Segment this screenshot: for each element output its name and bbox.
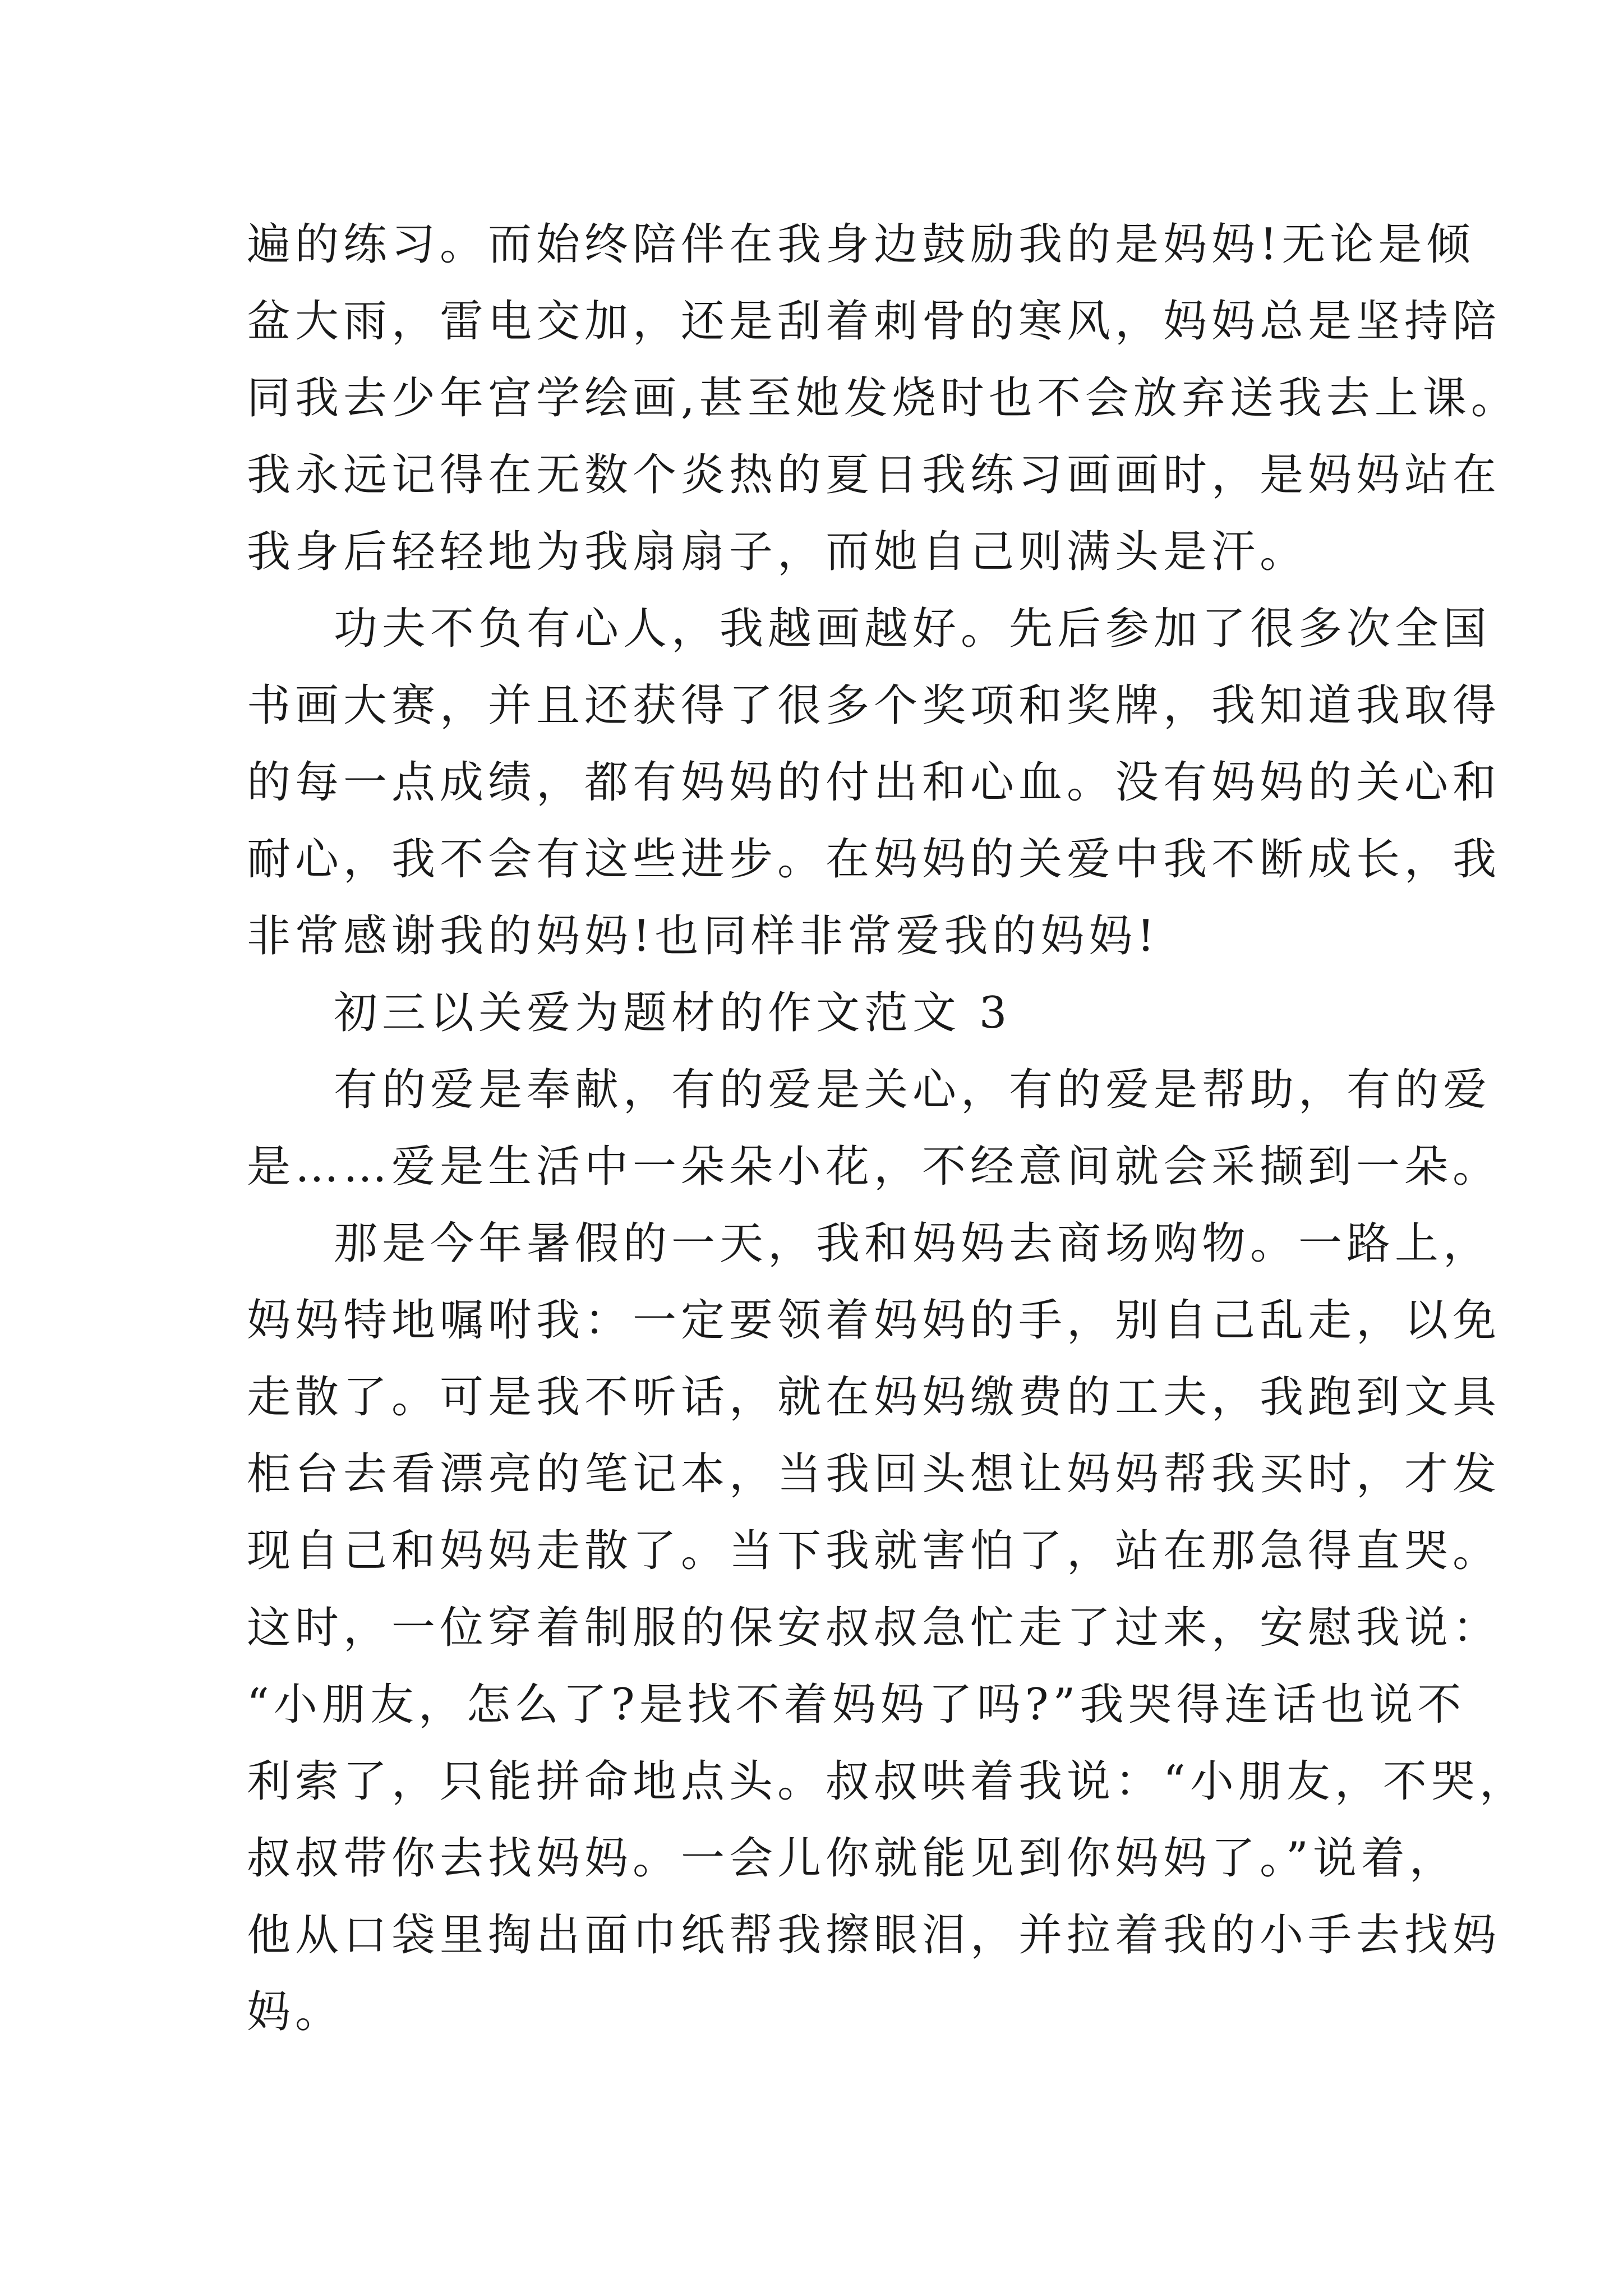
text-line: 的每一点成绩，都有妈妈的付出和心血。没有妈妈的关心和 — [247, 757, 1501, 808]
text-line: 利索了，只能拼命地点头。叔叔哄着我说：“小朋友，不哭， — [247, 1756, 1528, 1807]
text-line: 遍的练习。而始终陪伴在我身边鼓励我的是妈妈!无论是倾 — [247, 219, 1475, 270]
text-line: 他从口袋里掏出面巾纸帮我擦眼泪，并拉着我的小手去找妈 — [247, 1910, 1501, 1961]
text-line: 耐心，我不会有这些进步。在妈妈的关爱中我不断成长，我 — [247, 834, 1501, 885]
text-line: 盆大雨，雷电交加，还是刮着刺骨的寒风，妈妈总是坚持陪 — [247, 296, 1501, 347]
text-line: 我永远记得在无数个炎热的夏日我练习画画时，是妈妈站在 — [247, 450, 1501, 500]
paragraph-start-line: 有的爱是奉献，有的爱是关心，有的爱是帮助，有的爱 — [334, 1065, 1492, 1115]
text-line: 同我去少年宫学绘画,甚至她发烧时也不会放弃送我去上课。 — [247, 373, 1519, 424]
text-line: 我身后轻轻地为我扇扇子，而她自己则满头是汗。 — [247, 527, 1308, 577]
section-heading: 初三以关爱为题材的作文范文 3 — [334, 988, 1012, 1038]
essay-body — [247, 206, 1528, 2051]
text-line: 走散了。可是我不听话，就在妈妈缴费的工夫，我跑到文具 — [247, 1372, 1501, 1423]
text-line: 妈妈特地嘱咐我：一定要领着妈妈的手，别自己乱走，以免 — [247, 1295, 1501, 1346]
text-line: 妈。 — [247, 1987, 344, 2037]
text-line: “小朋友，怎么了?是找不着妈妈了吗?”我哭得连话也说不 — [247, 1680, 1466, 1730]
text-line: 这时，一位穿着制服的保安叔叔急忙走了过来，安慰我说： — [247, 1603, 1501, 1653]
text-line: 现自己和妈妈走散了。当下我就害怕了，站在那急得直哭。 — [247, 1526, 1501, 1576]
text-line: 叔叔带你去找妈妈。一会儿你就能见到你妈妈了。”说着， — [247, 1833, 1458, 1884]
text-line: 书画大赛，并且还获得了很多个奖项和奖牌，我知道我取得 — [247, 680, 1501, 731]
paragraph-start-line: 功夫不负有心人，我越画越好。先后参加了很多次全国 — [334, 604, 1492, 654]
text-line: 是……爱是生活中一朵朵小花，不经意间就会采撷到一朵。 — [247, 1142, 1501, 1192]
paragraph-start-line: 那是今年暑假的一天，我和妈妈去商场购物。一路上， — [334, 1218, 1492, 1269]
text-line: 柜台去看漂亮的笔记本，当我回头想让妈妈帮我买时，才发 — [247, 1449, 1501, 1499]
text-line: 非常感谢我的妈妈!也同样非常爱我的妈妈! — [247, 911, 1159, 961]
